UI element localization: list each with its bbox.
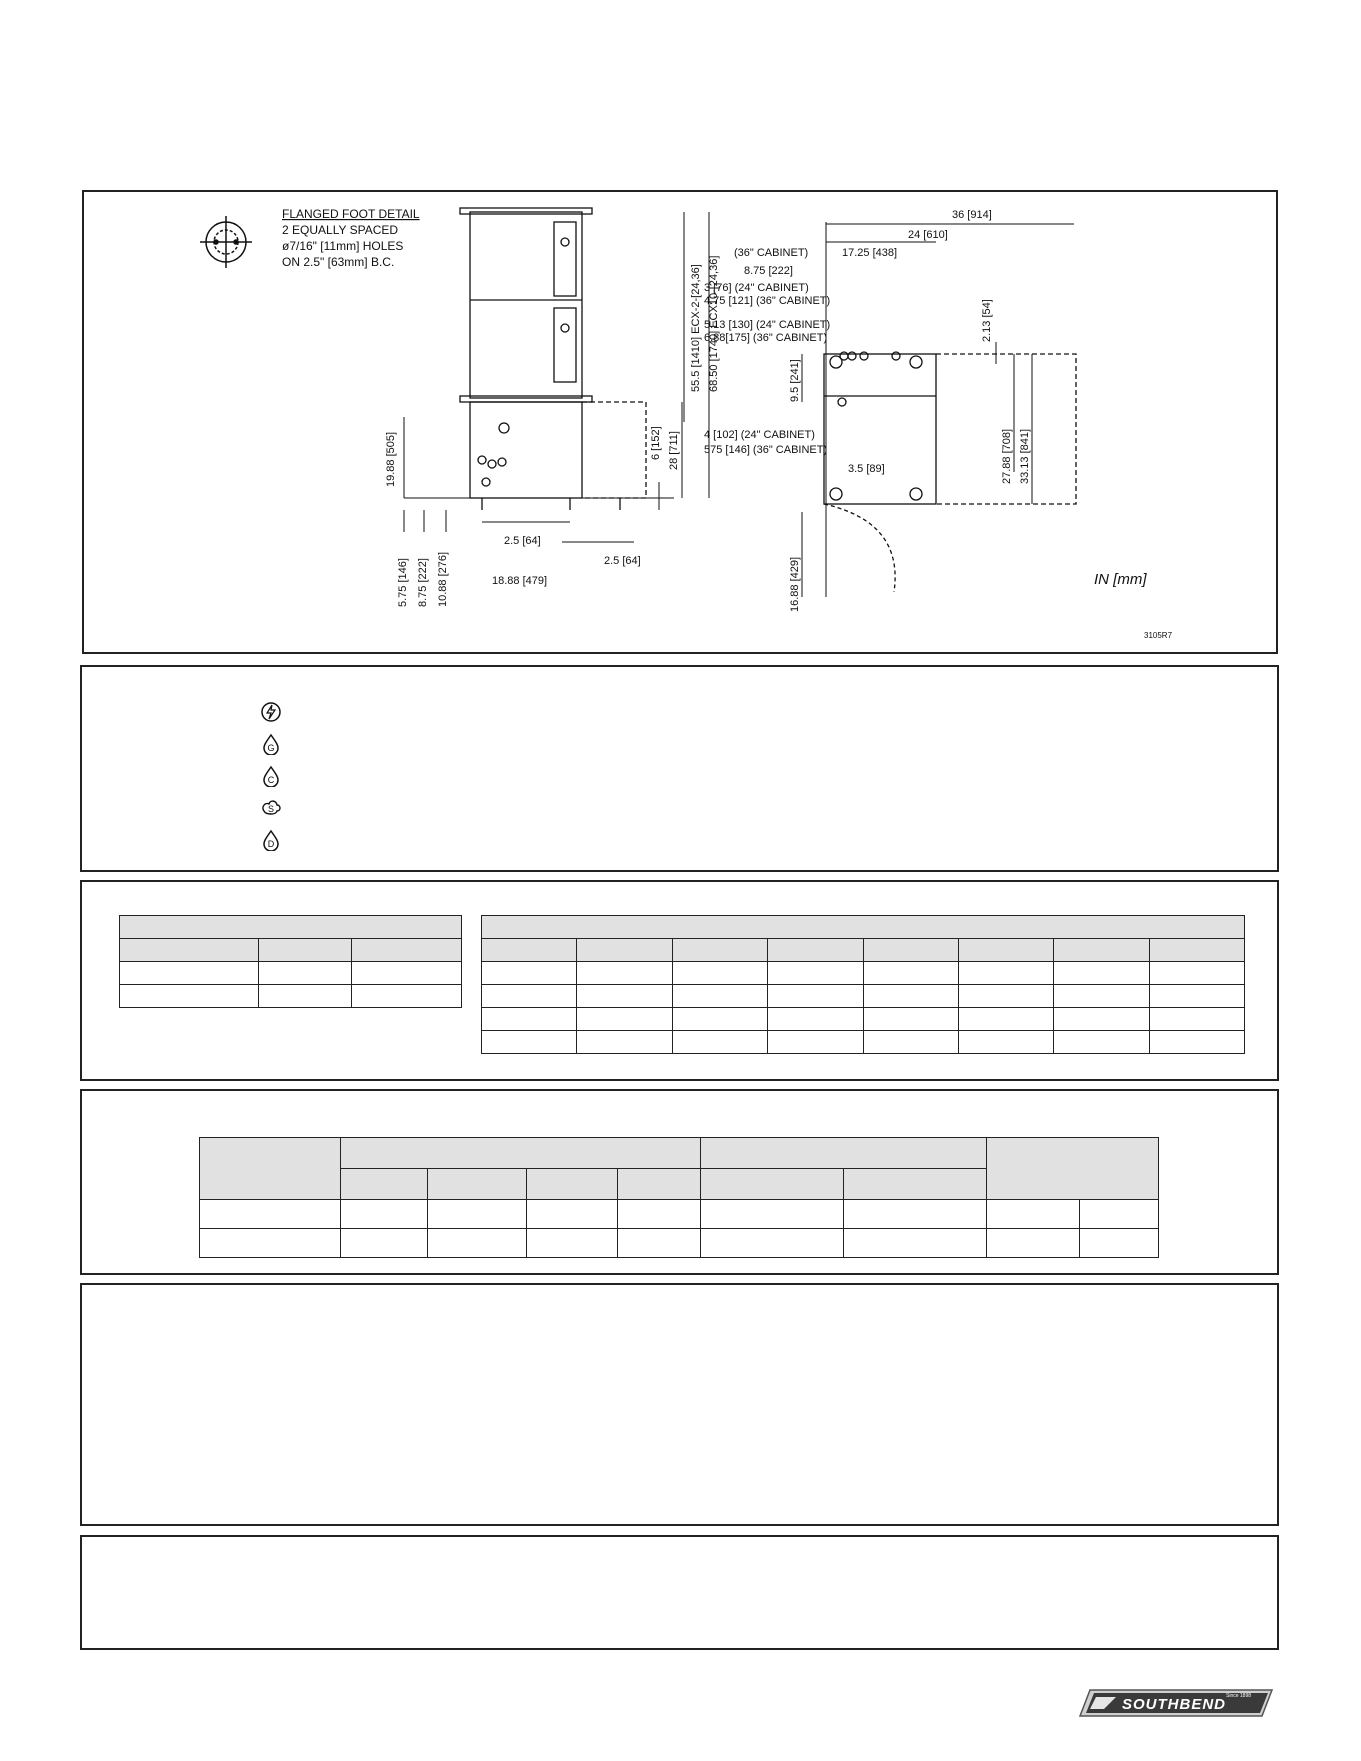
table-row [120, 939, 462, 962]
dim-10-88: 10.88 [276] [437, 551, 449, 607]
flanged-foot-detail [200, 216, 252, 268]
gas-36: 6.88[175] (36" CABINET) [704, 332, 828, 344]
foot-detail-title: FLANGED FOOT DETAIL [282, 207, 420, 221]
cold-water-24: 3 [76] (24" CABINET) [704, 282, 809, 294]
spec-tables-panel-1 [80, 880, 1279, 1081]
plan-dim-27-88: 27.88 [708] [1001, 428, 1013, 484]
table-row [482, 962, 1245, 985]
front-view-elevation [460, 208, 646, 510]
svg-text:D: D [267, 839, 275, 849]
units-label: IN [mm] [1094, 571, 1147, 588]
plan-dim-9-5: 9.5 [241] [789, 359, 801, 402]
electric-36: 575 [146] (36" CABINET) [704, 444, 828, 456]
small-spec-table [119, 915, 462, 1008]
plan-dim-2-13: 2.13 [54] [981, 299, 993, 342]
foot-detail-line-4: ON 2.5" [63mm] B.C. [282, 255, 395, 269]
southbend-logo [1076, 1686, 1276, 1720]
table-row [120, 962, 462, 985]
plan-dim-3-5: 3.5 [89] [848, 463, 885, 475]
table-row [482, 916, 1245, 939]
table-row [200, 1138, 1159, 1169]
plan-dim-16-88: 16.88 [429] [789, 556, 801, 612]
dim-2-5-right: 2.5 [64] [604, 555, 641, 567]
table-row [482, 939, 1245, 962]
plan-dim-33-13: 33.13 [841] [1019, 428, 1031, 484]
dimension-drawing-panel [82, 190, 1278, 654]
logo-since-text: Since 1898 [1226, 1693, 1252, 1699]
dim-8-75: 8.75 [222] [417, 558, 429, 607]
spec-tables-panel-2 [80, 1089, 1279, 1275]
notes-panel [80, 1283, 1279, 1526]
cold-water-36: 4.75 [121] (36" CABINET) [704, 295, 831, 307]
steam-icon [260, 797, 282, 819]
dim-6: 6 [152] [650, 426, 662, 460]
utility-spec-table [199, 1137, 1159, 1258]
plan-dim-36: 36 [914] [952, 209, 992, 221]
logo-brand-text: SOUTHBEND [1122, 1696, 1227, 1713]
dimension-drawing [84, 192, 1280, 656]
dim-18-88: 18.88 [479] [492, 575, 548, 587]
svg-text:C: C [267, 775, 275, 785]
electric-24: 4 [102] (24" CABINET) [704, 429, 815, 441]
plan-dim-24: 24 [610] [908, 229, 948, 241]
height-dim-ecx2: 55.5 [1410] ECX-2-[24,36] [690, 264, 702, 392]
drawing-number: 3105R7 [1144, 631, 1173, 640]
utility-legend-panel [80, 665, 1279, 872]
plan-view-dimension-lines [802, 222, 1074, 597]
steam-8-75: 8.75 [222] [744, 265, 793, 277]
table-row [482, 1008, 1245, 1031]
dim-19-88: 19.88 [505] [385, 431, 397, 487]
foot-detail-line-2: 2 EQUALLY SPACED [282, 223, 399, 237]
table-row [482, 985, 1245, 1008]
dim-5-75: 5.75 [146] [397, 558, 409, 607]
plan-dim-17-25: 17.25 [438] [842, 247, 898, 259]
large-spec-table [481, 915, 1245, 1054]
cold-water-icon [260, 765, 282, 787]
table-row [120, 985, 462, 1008]
foot-detail-line-3: ø7/16" [11mm] HOLES [282, 239, 404, 253]
table-row [120, 916, 462, 939]
svg-text:S: S [267, 804, 275, 814]
steam-36-cabinet: (36" CABINET) [734, 247, 809, 259]
table-row [200, 1229, 1159, 1258]
gas-icon [260, 733, 282, 755]
drain-icon [260, 829, 282, 851]
electric-icon [260, 701, 282, 723]
height-dim-ecx10: 68.50 [1740] ECX10-[24,36] [708, 255, 720, 392]
dim-2-5-left: 2.5 [64] [504, 535, 541, 547]
svg-text:G: G [267, 743, 275, 753]
table-row [482, 1031, 1245, 1054]
footer-panel [80, 1535, 1279, 1650]
table-row [200, 1200, 1159, 1229]
front-view-dimension-lines [404, 212, 709, 542]
gas-24: 5.13 [130] (24" CABINET) [704, 319, 831, 331]
dim-28: 28 [711] [668, 431, 680, 470]
